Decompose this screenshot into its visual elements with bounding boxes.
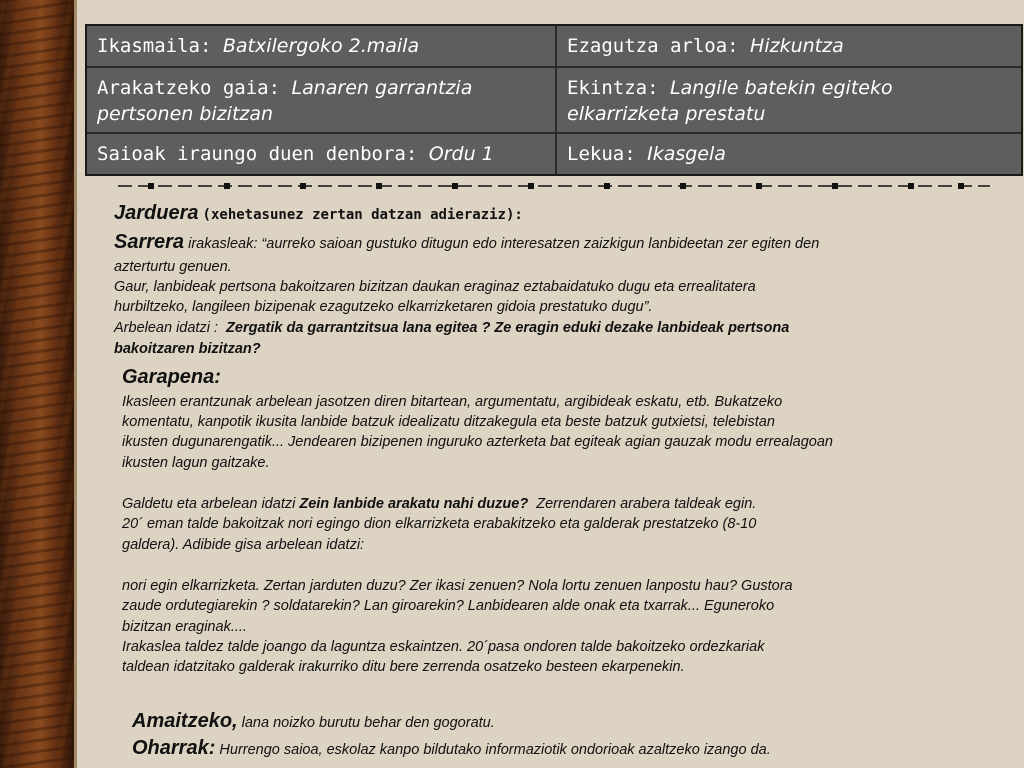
value-arakatzeko-gaia-2: pertsonen bizitzan [97, 103, 274, 125]
cell-arakatzeko-gaia [87, 68, 555, 132]
sarrera-line-4: hurbiltzeko, langileen bizipenak ezagutzeko elkarrizketaren gidoia prestatuko dugu”. [114, 299, 653, 315]
jarduera-title: Jarduera [114, 202, 199, 224]
garapena-p2-suffix: Zerrendaren arabera taldeak egin. [536, 496, 757, 512]
oharrak-title: Oharrak: [132, 737, 216, 759]
value-arakatzeko-gaia-1: Lanaren garrantzia [291, 77, 473, 99]
amaitzeko-line [132, 711, 495, 733]
garapena-p3-line-3: bizitzan eraginak.... [122, 619, 247, 635]
dashed-separator [118, 179, 990, 193]
oharrak-line [132, 738, 771, 760]
garapena-p2-line-2: 20´ eman talde bakoitzak nori egingo dion elkarrizketa erabakitzeko eta galderak prestatzeko (8-10 [122, 516, 757, 532]
label-ekintza: Ekintza: [567, 77, 659, 99]
sarrera-text-1: irakasleak: “aurreko saioan gustuko ditugun edo interesatzen zaizkigun lanbideetan zer egiten den [188, 236, 820, 252]
border-divider [74, 0, 77, 768]
garapena-p3-line-2: zaude ordutegiarekin ? soldatarekin? Lan giroarekin? Lanbidearen alde onak eta txarrak... Eguneroko [122, 598, 775, 614]
value-ezagutza-arloa: Hizkuntza [750, 35, 844, 57]
amaitzeko-title: Amaitzeko, [132, 710, 238, 732]
oharrak-text: Hurrengo saioa, eskolaz kanpo bildutako informaziotik ondorioak azaltzeko izango da. [219, 742, 771, 758]
sarrera-line-6: bakoitzaren bizitzan? [114, 341, 261, 357]
cell-denbora [87, 134, 555, 174]
label-ezagutza-arloa: Ezagutza arloa: [567, 35, 739, 57]
label-ikasmaila: Ikasmaila: [97, 35, 212, 57]
cell-ikasmaila [87, 26, 555, 66]
garapena-p3-line-1: nori egin elkarrizketa. Zertan jarduten duzu? Zer ikasi zenuen? Nola lortu zenuen lanpostu hau? Gustora [122, 578, 793, 594]
cell-ezagutza-arloa [557, 26, 1023, 66]
garapena-p3-line-5: taldean idatzitako galderak irakurriko ditu bere zerrenda osatzeko besteen ekarpenekin. [122, 659, 685, 675]
garapena-p1-line-3: ikusten dugunarengatik... Jendearen bizipenen inguruko azterketa bat egiteak agian gauzak modu errealagoan [122, 434, 833, 450]
garapena-p2-line-3: galdera). Adibide gisa arbelean idatzi: [122, 537, 365, 553]
lesson-info-table [85, 24, 1023, 176]
sarrera-line-3: Gaur, lanbideak pertsona bakoitzaren bizitzan daukan eraginaz eztabaidatuko dugu eta errealitatera [114, 279, 756, 295]
garapena-title: Garapena: [122, 366, 221, 388]
sarrera-title: Sarrera [114, 231, 185, 253]
sarrera-line-1 [114, 232, 819, 254]
garapena-p1-line-2: komentatu, kanpotik ikusita lanbide batzuk idealizatu ditzakegula eta beste batzuk gutxietsi, telebistan [122, 414, 775, 430]
value-lekua: Ikasgela [647, 143, 726, 165]
label-lekua: Lekua: [567, 143, 636, 165]
sarrera-line-2: azterturtu genuen. [114, 259, 232, 275]
jarduera-heading [114, 203, 523, 225]
garapena-p2-prefix: Galdetu eta arbelean idatzi [122, 496, 296, 512]
label-denbora: Saioak iraungo duen denbora: [97, 143, 418, 165]
sarrera-line-5 [114, 318, 789, 338]
amaitzeko-text: lana noizko burutu behar den gogoratu. [241, 715, 495, 731]
value-ekintza-2: elkarrizketa prestatu [567, 103, 766, 125]
cell-lekua [557, 134, 1023, 174]
garapena-p1-line-4: ikusten lagun gaitzake. [122, 455, 270, 471]
sarrera-arbelean: Arbelean idatzi : [114, 320, 218, 336]
label-arakatzeko-gaia: Arakatzeko gaia: [97, 77, 281, 99]
value-ikasmaila: Batxilergoko 2.maila [222, 35, 420, 57]
garapena-p1-line-1: Ikasleen erantzunak arbelean jasotzen diren bitartean, argumentatu, argibideak eskatu, etb. Bukatzeko [122, 394, 783, 410]
garapena-heading [122, 367, 221, 389]
wood-border-decoration [0, 0, 75, 768]
garapena-p3-line-4: Irakaslea taldez talde joango da laguntza eskaintzen. 20´pasa ondoren talde bakoitzeko ordezkariak [122, 639, 765, 655]
jarduera-subtitle: (xehetasunez zertan datzan adieraziz): [202, 207, 523, 223]
cell-ekintza [557, 68, 1023, 132]
value-denbora: Ordu 1 [428, 143, 494, 165]
value-ekintza-1: Langile batekin egiteko [669, 77, 893, 99]
sarrera-question: Zergatik da garrantzitsua lana egitea ? Ze eragin eduki dezake lanbideak pertsona [226, 320, 790, 336]
garapena-p2-line-1 [122, 494, 756, 514]
garapena-p2-question: Zein lanbide arakatu nahi duzue? [299, 496, 529, 512]
